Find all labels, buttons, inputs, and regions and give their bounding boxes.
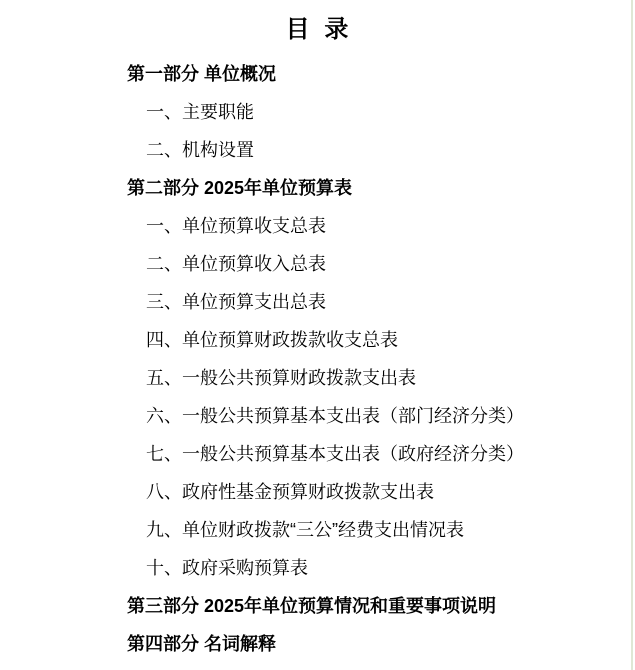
toc-entry-part4: 第四部分 名词解释: [127, 634, 277, 654]
toc-entry: 六、一般公共预算基本支出表（部门经济分类）: [146, 406, 524, 426]
toc-entry: 四、单位预算财政拨款收支总表: [146, 330, 398, 350]
toc-entry: 九、单位财政拨款“三公”经费支出情况表: [146, 520, 464, 540]
toc-entry: 五、一般公共预算财政拨款支出表: [146, 368, 416, 388]
toc-entry: 七、一般公共预算基本支出表（政府经济分类）: [146, 444, 524, 464]
toc-entry: 二、机构设置: [146, 140, 254, 160]
page-edge-divider: [631, 0, 633, 670]
table-of-contents: [0, 55, 635, 663]
toc-entry-part3: 第三部分 2025年单位预算情况和重要事项说明: [127, 596, 497, 616]
toc-entry-part1: 第一部分 单位概况: [127, 64, 277, 84]
toc-entry: 一、单位预算收支总表: [146, 216, 326, 236]
toc-entry: 八、政府性基金预算财政拨款支出表: [146, 482, 434, 502]
toc-entry: 十、政府采购预算表: [146, 558, 308, 578]
page-title: 目 录: [285, 16, 350, 43]
toc-entry-part2: 第二部分 2025年单位预算表: [127, 178, 353, 198]
toc-entry: 一、主要职能: [146, 102, 254, 122]
toc-entry: 二、单位预算收入总表: [146, 254, 326, 274]
toc-entry: 三、单位预算支出总表: [146, 292, 326, 312]
